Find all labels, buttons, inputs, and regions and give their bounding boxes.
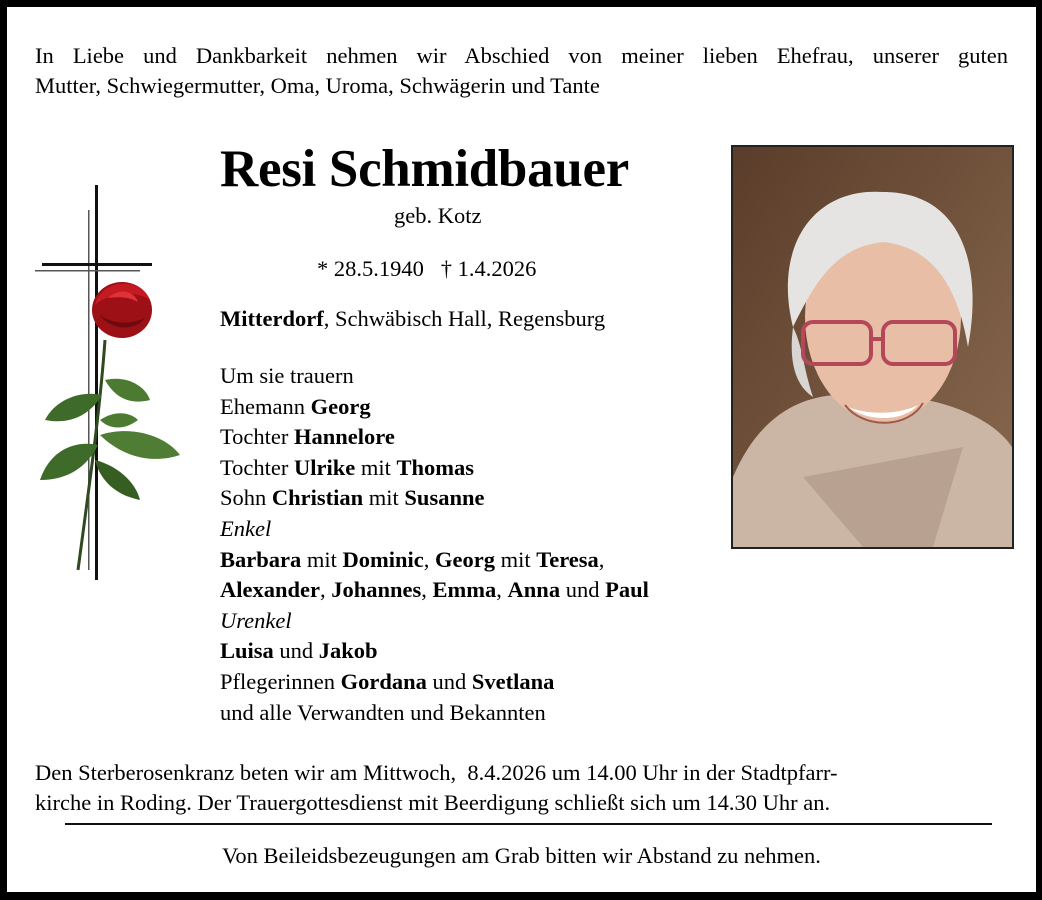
mourner-name: Svetlana [471,668,555,694]
places [220,306,605,332]
mourner-name: Emma [432,577,497,603]
mourner-text: , [496,577,508,603]
mourners-list [220,361,649,728]
mourner-line [220,545,649,576]
mourner-text: mit [363,485,405,511]
obituary-notice [7,7,1036,892]
mourner-name: Johannes [331,577,422,603]
mourner-text: Um sie trauern [220,363,354,388]
divider [65,823,992,825]
mourner-line [220,667,649,698]
mourner-name: Luisa [220,638,274,664]
intro-line-1: In Liebe und Dankbarkeit nehmen wir Abschied von meiner lieben Ehefrau, unserer guten [35,43,1008,68]
places-other: , Schwäbisch Hall, Regensburg [323,306,606,331]
mourner-text: und alle Verwandten und Bekannten [220,699,546,725]
mourner-name: Susanne [404,485,485,511]
mourner-line [220,636,649,667]
mourner-name: Ulrike [294,454,356,480]
mourner-text: Urenkel [220,607,292,633]
mourner-text: , [421,577,433,603]
mourner-text: und [560,577,606,603]
mourner-line [220,422,649,453]
mourner-name: Barbara [220,546,302,572]
mourner-text: mit [301,546,343,572]
mourner-name: Hannelore [294,424,395,450]
mourner-text: , [320,577,332,603]
mourner-text: Ehemann [220,393,311,419]
mourner-name: Paul [605,577,649,603]
service-line-2: kirche in Roding. Der Trauergottesdienst mit Beerdigung schließt sich um 14.30 Uhr an. [35,790,831,815]
mourner-text: mit [495,546,537,572]
mourner-name: Georg [310,393,371,419]
mourner-text: und [273,638,319,664]
place-primary: Mitterdorf [220,306,324,331]
intro-line-2: Mutter, Schwiegermutter, Oma, Uroma, Schwägerin und Tante [35,73,600,98]
mourner-line [220,606,649,637]
mourner-name: Anna [507,577,561,603]
mourner-line [220,575,649,606]
mourner-name: Teresa [536,546,599,572]
mourner-line [220,453,649,484]
mourner-text: Tochter [220,424,295,450]
mourner-text: , [423,546,436,572]
life-dates: * 28.5.1940 † 1.4.2026 [317,256,537,281]
mourner-text: Tochter [220,454,295,480]
mourner-line [220,483,649,514]
mourner-name: Gordana [340,668,427,694]
mourner-name: Christian [271,485,364,511]
intro-text [35,41,1008,101]
mourner-name: Jakob [318,638,378,664]
deceased-name: Resi Schmidbauer [220,140,629,198]
mourner-name: Dominic [342,546,424,572]
cross-with-rose-icon [30,180,215,585]
mourner-text: , [598,546,605,572]
mourner-text: Enkel [220,515,272,541]
mourner-text: mit [355,454,397,480]
mourner-text: Sohn [220,485,272,511]
mourner-name: Georg [435,546,495,572]
service-line-1: Den Sterberosenkranz beten wir am Mittwoch, 8.4.2026 um 14.00 Uhr in der Stadtpfarr- [35,760,838,785]
service-info [35,758,987,818]
mourner-text: und [426,668,472,694]
closing-note: Von Beileidsbezeugungen am Grab bitten wir Abstand zu nehmen. [222,843,821,868]
birth-name: geb. Kotz [394,203,482,228]
mourner-line [220,698,649,729]
mourner-line [220,361,649,392]
portrait-photo [731,145,1014,549]
mourner-line [220,392,649,423]
mourner-name: Alexander [220,577,320,603]
mourner-text: Pflegerinnen [220,668,341,694]
mourner-name: Thomas [396,454,475,480]
mourner-line [220,514,649,545]
